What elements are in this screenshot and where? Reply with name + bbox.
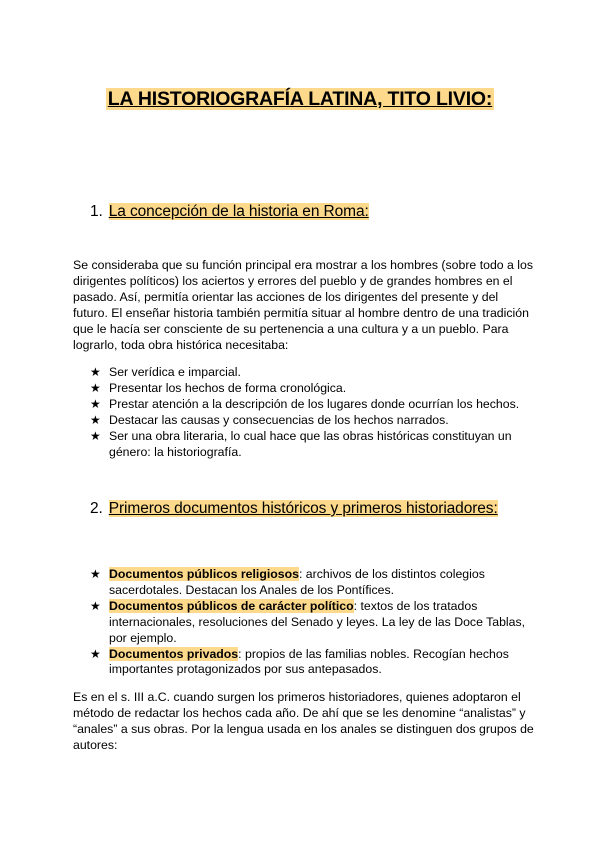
- section-1-heading: [90, 203, 369, 221]
- section-2-number: 2.: [90, 500, 103, 517]
- section-1-title: La concepción de la historia en Roma:: [108, 203, 369, 220]
- section-1-list: [90, 365, 530, 460]
- list-item-term: Documentos públicos de carácter político: [109, 598, 354, 613]
- star-icon: ★: [90, 428, 101, 443]
- star-icon: ★: [90, 567, 101, 581]
- list-item-text: Ser una obra literaria, lo cual hace que las obras históricas constituyan un género: la historiografía.: [109, 428, 512, 459]
- star-icon: ★: [90, 380, 101, 395]
- list-item-text: Presentar los hechos de forma cronológica.: [109, 380, 347, 395]
- star-icon: ★: [90, 598, 101, 613]
- section-1-paragraph: Se consideraba que su función principal era mostrar a los hombres (sobre todo a los dirigentes políticos) los aciertos y errores del pueblo y de grandes hombres en el pasado. Así, permitía orientar las acciones de los dirigentes del presente y del futuro. El enseñar historia también permitía situar al hombre dentro de una tradición que le hacía ser consciente de su pertenencia a una cultura y a un pueblo. Para lograrlo, toda obra histórica necesitaba:: [73, 258, 534, 352]
- list-item-text: : propios de las familias nobles. Recogían hechos importantes protagonizados por sus antepasados.: [109, 646, 509, 677]
- list-item: [90, 365, 530, 381]
- star-icon: ★: [90, 365, 101, 379]
- list-item-text: Ser verídica e imparcial.: [109, 365, 241, 379]
- list-item: [90, 413, 530, 429]
- section-1-number: 1.: [90, 203, 103, 220]
- list-item: [90, 397, 530, 413]
- list-item: [90, 599, 530, 647]
- list-item-text: : archivos de los distintos colegios sacerdotales. Destacan los Anales de los Pontífices.: [109, 567, 485, 597]
- list-item: [90, 567, 530, 599]
- list-item-term: Documentos públicos religiosos: [109, 567, 299, 581]
- star-icon: ★: [90, 412, 101, 427]
- section-2-heading: [90, 500, 498, 518]
- section-2-title: Primeros documentos históricos y primeros historiadores:: [108, 500, 498, 517]
- list-item: [90, 429, 530, 461]
- title-block: [0, 88, 600, 111]
- list-item: [90, 647, 530, 679]
- star-icon: ★: [90, 396, 101, 411]
- section-2-paragraph: Es en el s. III a.C. cuando surgen los primeros historiadores, quienes adoptaron el método de redactar los hechos cada año. De ahí que se les denomine “analistas” y “anales” a sus obras. Por la lengua usada en los anales se distinguen dos grupos de autores:: [73, 690, 534, 752]
- list-item-text: : textos de los tratados internacionales, resoluciones del Senado y leyes. La ley de las Doce Tablas, por ejemplo.: [109, 598, 526, 645]
- list-item-term: Documentos privados: [109, 646, 239, 661]
- document-title: LA HISTORIOGRAFÍA LATINA, TITO LIVIO:: [107, 88, 493, 110]
- list-item-text: Destacar las causas y consecuencias de los hechos narrados.: [109, 412, 449, 427]
- list-item-text: Prestar atención a la descripción de los lugares donde ocurrían los hechos.: [109, 396, 520, 411]
- star-icon: ★: [90, 646, 101, 661]
- section-2-list: [90, 567, 530, 678]
- list-item: [90, 381, 530, 397]
